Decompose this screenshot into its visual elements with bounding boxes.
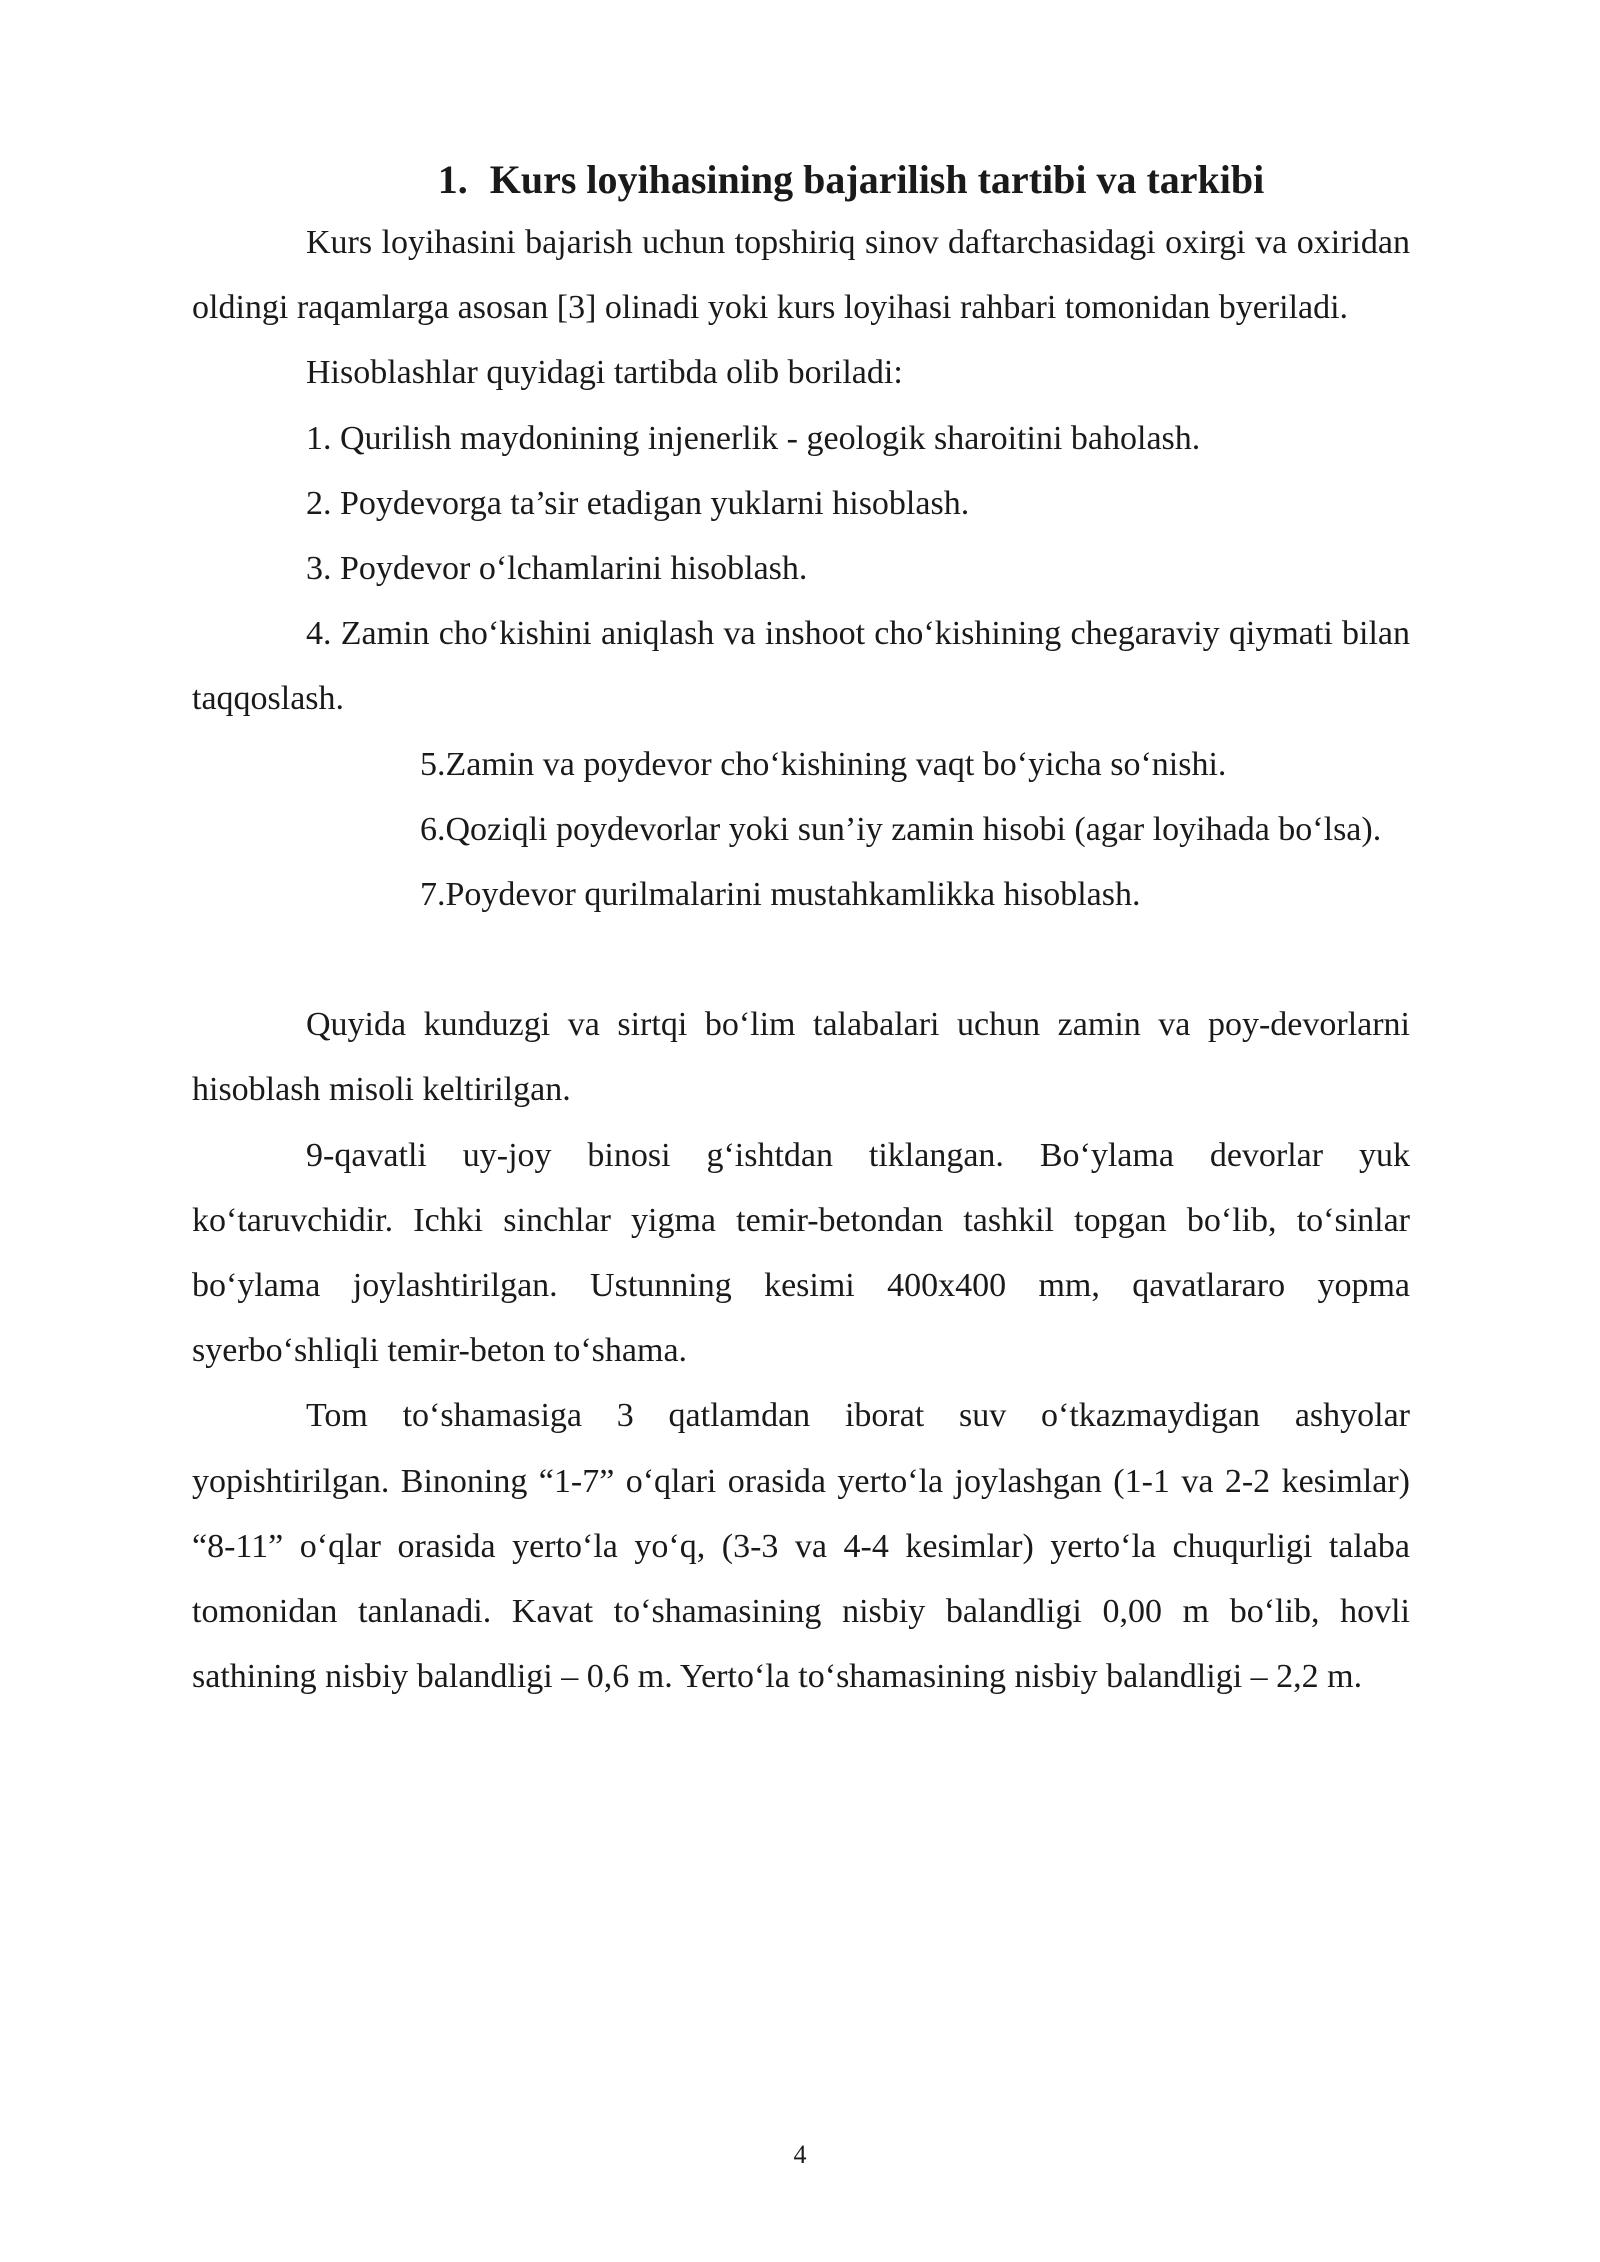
step-text: Qurilish maydonining injenerlik - geologik sharoitini baholash. (340, 419, 1201, 457)
step-text: Zamin cho‘kishini aniqlash va inshoot cho‘kishining chegaraviy qiymati bilan taqqoslash. (192, 615, 1411, 718)
step-item-1 (192, 406, 1410, 471)
list-intro: Hisoblashlar quyidagi tartibda olib boriladi: (306, 354, 903, 392)
body-paragraph-3: Tom to‘shamasiga 3 qatlamdan iborat suv o‘tkazmaydigan ashyolar yopishtirilgan. Binoning “1-7” o‘qlari orasida yerto‘la joylashgan (1-1 va 2-2 kesimlar) “8-11” o‘qlar orasida yerto‘la yo‘q, (3-3 va 4-4 kesimlar) yerto‘la chuqurligi talaba tomonidan tanlanadi. Kavat to‘shamasining nisbiy balandligi 0,00 m bo‘lib, hovli sathining nisbiy balandligi – 0,6 m. Yerto‘la to‘shamasining nisbiy balandligi – 2,2 m. (192, 1397, 1410, 1696)
step-item-6 (192, 797, 1410, 862)
page-number: 4 (793, 2140, 807, 2169)
step-number: 6. (420, 810, 446, 848)
step-text: Zamin va poydevor cho‘kishining vaqt bo‘yicha so‘nishi. (445, 745, 1227, 783)
blank-line (192, 927, 1410, 992)
step-text: Poydevorga ta’sir etadigan yuklarni hisoblash. (340, 484, 970, 522)
step-text: Poydevor qurilmalarini mustahkamlikka hisoblash. (445, 876, 1141, 914)
step-item-2 (192, 471, 1410, 536)
step-number: 1. (306, 419, 332, 457)
intro-paragraph: Kurs loyihasini bajarish uchun topshiriq sinov daftarchasidagi oxirgi va oxiridan oldingi raqamlarga asosan [3] olinadi yoki kurs loyihasi rahbari tomonidan byeriladi. (192, 224, 1410, 327)
body-paragraph-1: Quyida kunduzgi va sirtqi bo‘lim talabalari uchun zamin va poy-devorlarni hisoblash misoli keltirilgan. (192, 1006, 1410, 1109)
step-item-3 (192, 536, 1410, 601)
step-number: 7. (420, 876, 446, 914)
page-content (192, 150, 1410, 1709)
step-number: 2. (306, 484, 332, 522)
step-item-4 (192, 601, 1410, 731)
section-number: 1. (437, 157, 468, 202)
section-heading (192, 150, 1410, 210)
section-title: Kurs loyihasining bajarilish tartibi va tarkibi (489, 157, 1265, 202)
step-item-5 (192, 732, 1410, 797)
step-text: Qoziqli poydevorlar yoki sun’iy zamin hisobi (agar loyihada bo‘lsa). (445, 810, 1382, 848)
step-item-7 (192, 862, 1410, 927)
step-text: Poydevor o‘lchamlarini hisoblash. (340, 550, 808, 588)
body-paragraph-2: 9-qavatli uy-joy binosi g‘ishtdan tiklangan. Bo‘ylama devorlar yuk ko‘taruvchidir. Ichki sinchlar yigma temir-betondan tashkil topgan bo‘lib, to‘sinlar bo‘ylama joylashtirilgan. Ustunning kesimi 400x400 mm, qavatlararo yopma syerbo‘shliqli temir-beton to‘shama. (192, 1136, 1410, 1370)
step-number: 4. (306, 615, 332, 653)
step-number: 5. (420, 745, 446, 783)
step-number: 3. (306, 550, 332, 588)
